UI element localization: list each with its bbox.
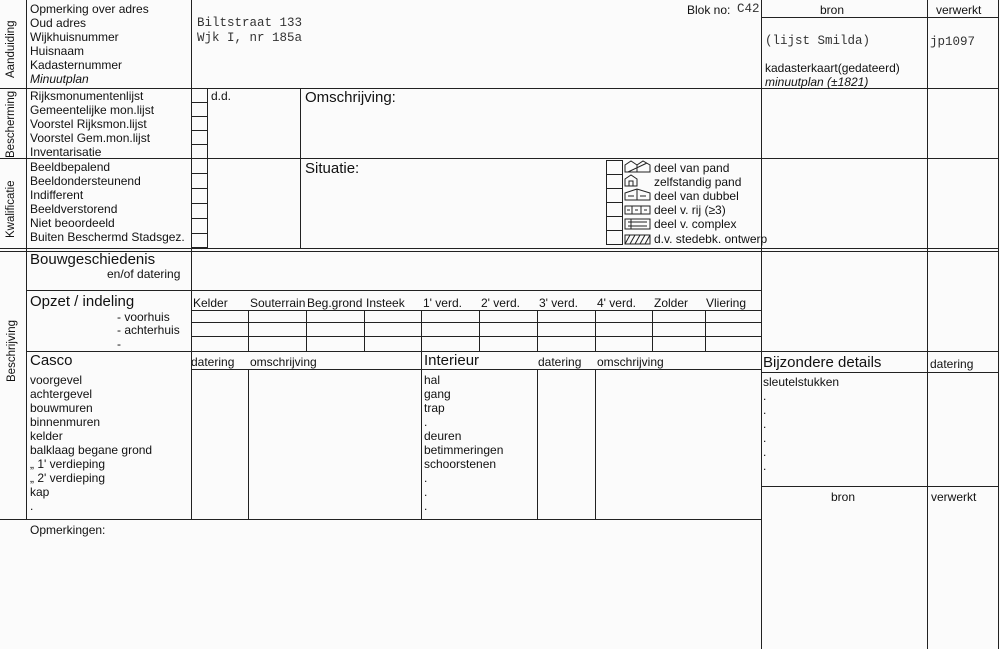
interieur-datering-header: datering bbox=[538, 355, 582, 369]
interieur-item: gang bbox=[424, 387, 451, 401]
interieur-item: . bbox=[424, 485, 428, 499]
casco-item: kap bbox=[30, 485, 50, 499]
bouwgeschiedenis-label: Bouwgeschiedenis bbox=[30, 251, 156, 268]
aanduiding-section-label: Aanduiding bbox=[5, 20, 17, 78]
floor-3-verd: 3' verd. bbox=[539, 296, 578, 310]
casco-item: kelder bbox=[30, 429, 63, 443]
floor-vliering: Vliering bbox=[706, 296, 747, 310]
situatie-option-5: deel v. complex bbox=[654, 217, 737, 231]
kwalificatie-item-6: Buiten Beschermd Stadsgez. bbox=[30, 230, 185, 244]
aanduiding-field-3: Wijkhuisnummer bbox=[30, 30, 119, 44]
opzet-label: Opzet / indeling bbox=[30, 293, 135, 310]
situatie-icons bbox=[623, 160, 653, 248]
bijzondere-item: . bbox=[763, 445, 767, 459]
verwerkt-value: jp1097 bbox=[930, 35, 976, 49]
bron-header: bron bbox=[820, 3, 845, 17]
aanduiding-field-4: Huisnaam bbox=[30, 44, 85, 58]
bijzondere-item: . bbox=[763, 417, 767, 431]
dd-label: d.d. bbox=[211, 89, 232, 103]
bottom-bron-header: bron bbox=[831, 490, 856, 504]
interieur-item: . bbox=[424, 415, 428, 429]
wijk-value: Wjk I, nr 185a bbox=[197, 31, 303, 45]
opzet-row-voorhuis: - voorhuis bbox=[117, 310, 170, 324]
floor-kelder: Kelder bbox=[193, 296, 228, 310]
blok-label: Blok no: bbox=[687, 3, 731, 17]
bescherming-item-4: Voorstel Gem.mon.lijst bbox=[30, 131, 151, 145]
situatie-label: Situatie: bbox=[305, 160, 360, 177]
interieur-label: Interieur bbox=[424, 352, 480, 369]
interieur-item: betimmeringen bbox=[424, 443, 504, 457]
casco-items bbox=[30, 373, 152, 513]
omschrijving-label: Omschrijving: bbox=[305, 89, 396, 106]
bijzondere-item: . bbox=[763, 403, 767, 417]
interieur-items bbox=[424, 373, 503, 513]
bescherming-item-2: Gemeentelijke mon.lijst bbox=[30, 103, 155, 117]
casco-item: . bbox=[30, 499, 34, 513]
beschrijving-section-label: Beschrijving bbox=[6, 320, 18, 382]
opzet-row-achterhuis: - achterhuis bbox=[117, 323, 180, 337]
bijzondere-item: . bbox=[763, 389, 767, 403]
minuutplan-year-label: minuutplan (±1821) bbox=[765, 75, 869, 89]
casco-item: „ 1' verdieping bbox=[30, 457, 105, 471]
aanduiding-field-1: Opmerking over adres bbox=[30, 2, 149, 16]
opzet-row-extra: - bbox=[117, 337, 121, 351]
situatie-option-2: zelfstandig pand bbox=[654, 175, 742, 189]
floor-insteek: Insteek bbox=[366, 296, 405, 310]
aanduiding-field-2: Oud adres bbox=[30, 16, 87, 30]
bijzondere-items bbox=[763, 375, 839, 473]
bottom-verwerkt-header: verwerkt bbox=[931, 490, 977, 504]
interieur-item: deuren bbox=[424, 429, 462, 443]
aanduiding-field-5: Kadasternummer bbox=[30, 58, 123, 72]
opmerkingen-label: Opmerkingen: bbox=[30, 523, 106, 537]
floor-souterrain: Souterrain bbox=[250, 296, 306, 310]
kwalificatie-item-1: Beeldbepalend bbox=[30, 160, 111, 174]
bijzondere-label: Bijzondere details bbox=[763, 354, 882, 371]
interieur-item: trap bbox=[424, 401, 445, 415]
verwerkt-header: verwerkt bbox=[936, 3, 982, 17]
casco-item: voorgevel bbox=[30, 373, 83, 387]
casco-datering-header: datering bbox=[191, 355, 235, 369]
kwalificatie-item-3: Indifferent bbox=[30, 188, 84, 202]
casco-label: Casco bbox=[30, 352, 73, 369]
floor-zolder: Zolder bbox=[654, 296, 689, 310]
bescherming-item-3: Voorstel Rijksmon.lijst bbox=[30, 117, 147, 131]
bijzondere-datering-header: datering bbox=[930, 357, 974, 371]
situatie-option-1: deel van pand bbox=[654, 161, 730, 175]
kadasterkaart-label: kadasterkaart(gedateerd) bbox=[765, 61, 900, 75]
casco-item: achtergevel bbox=[30, 387, 93, 401]
interieur-item: schoorstenen bbox=[424, 457, 497, 471]
oud-adres-value: Biltstraat 133 bbox=[197, 16, 303, 30]
interieur-item: hal bbox=[424, 373, 441, 387]
bron-value: (lijst Smilda) bbox=[765, 34, 871, 48]
casco-omschrijving-header: omschrijving bbox=[250, 355, 317, 369]
casco-item: balklaag begane grond bbox=[30, 443, 153, 457]
situatie-option-4: deel v. rij (≥3) bbox=[654, 203, 726, 217]
bescherming-section-label: Bescherming bbox=[5, 90, 17, 158]
interieur-item: . bbox=[424, 471, 428, 485]
casco-item: binnenmuren bbox=[30, 415, 101, 429]
kwalificatie-item-5: Niet beoordeeld bbox=[30, 216, 115, 230]
bijzondere-item: sleutelstukken bbox=[763, 375, 840, 389]
floor-beg-grond: Beg.grond bbox=[307, 296, 363, 310]
casco-item: „ 2' verdieping bbox=[30, 471, 105, 485]
interieur-item: . bbox=[424, 499, 428, 513]
bijzondere-item: . bbox=[763, 459, 767, 473]
kwalificatie-item-4: Beeldverstorend bbox=[30, 202, 118, 216]
floor-1-verd: 1' verd. bbox=[423, 296, 462, 310]
kwalificatie-item-2: Beeldondersteunend bbox=[30, 174, 141, 188]
situatie-option-6: d.v. stedebk. ontwerp bbox=[654, 232, 768, 246]
bescherming-item-1: Rijksmonumentenlijst bbox=[30, 89, 144, 103]
casco-item: bouwmuren bbox=[30, 401, 93, 415]
situatie-option-3: deel van dubbel bbox=[654, 189, 739, 203]
aanduiding-minuutplan: Minuutplan bbox=[30, 72, 89, 86]
floor-2-verd: 2' verd. bbox=[481, 296, 520, 310]
kwalificatie-section-label: Kwalificatie bbox=[5, 180, 17, 238]
bescherming-item-5: Inventarisatie bbox=[30, 145, 102, 159]
interieur-omschrijving-header: omschrijving bbox=[597, 355, 664, 369]
bijzondere-item: . bbox=[763, 431, 767, 445]
floor-4-verd: 4' verd. bbox=[597, 296, 636, 310]
blok-value: C42 bbox=[737, 2, 760, 16]
opmerkingen-field[interactable] bbox=[26, 540, 756, 645]
datering-label: en/of datering bbox=[107, 267, 181, 281]
